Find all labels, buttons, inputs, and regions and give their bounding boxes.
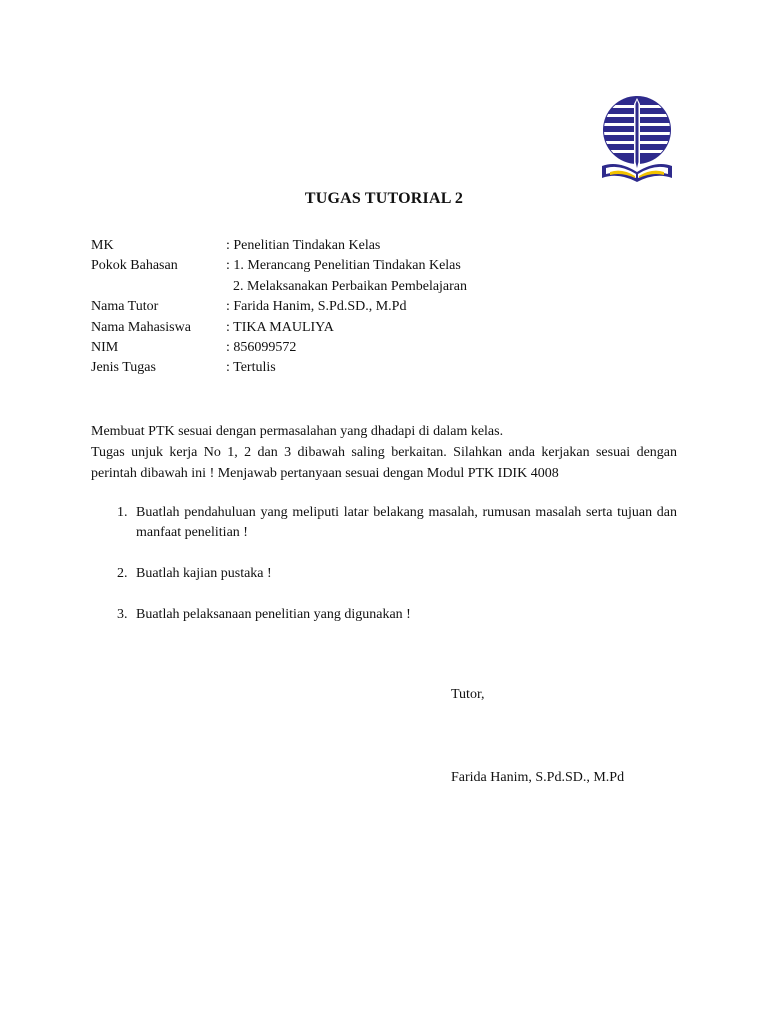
task-text: Buatlah pelaksanaan penelitian yang digunakan ! <box>136 607 411 622</box>
task-text: Buatlah kajian pustaka ! <box>136 566 272 581</box>
info-row-nama-mahasiswa <box>91 318 467 338</box>
info-label: NIM <box>91 340 119 356</box>
info-value: : Penelitian Tindakan Kelas <box>226 238 381 253</box>
info-value-text: 2. Melaksanakan Perbaikan Pembelajaran <box>233 278 468 294</box>
info-row-pokok-bahasan <box>91 256 467 276</box>
info-label <box>91 277 226 297</box>
signature-role: Tutor, <box>451 687 485 702</box>
info-value <box>226 277 467 297</box>
info-row-nama-tutor <box>91 297 467 317</box>
signature-name: Farida Hanim, S.Pd.SD., M.Pd <box>451 770 625 785</box>
info-row-pokok-bahasan-cont <box>91 277 467 297</box>
info-label: Nama Tutor <box>91 299 159 315</box>
info-row-mk <box>91 236 467 256</box>
info-label: Jenis Tugas <box>91 360 156 376</box>
task-item-3 <box>91 605 677 625</box>
info-label: Pokok Bahasan <box>91 258 178 274</box>
info-value: : Tertulis <box>226 360 276 376</box>
info-row-jenis-tugas <box>91 358 467 378</box>
intro-paragraph <box>91 421 677 484</box>
info-value: : 1. Merancang Penelitian Tindakan Kelas <box>226 258 461 274</box>
task-item-2 <box>91 564 677 584</box>
info-value: : Farida Hanim, S.Pd.SD., M.Pd <box>226 299 407 315</box>
info-row-nim <box>91 338 467 358</box>
document-title: TUGAS TUTORIAL 2 <box>304 190 464 207</box>
info-value: : 856099572 <box>226 340 297 356</box>
task-number: 2. <box>117 566 128 581</box>
intro-line-1: Membuat PTK sesuai dengan permasalahan yang dhadapi di dalam kelas. <box>91 424 504 439</box>
task-number: 3. <box>117 607 128 622</box>
task-text: Buatlah pendahuluan yang meliputi latar belakang masalah, rumusan masalah serta tujuan dan manfaat penelitian ! <box>136 505 677 540</box>
task-item-1 <box>91 503 677 543</box>
info-label: Nama Mahasiswa <box>91 319 191 335</box>
info-value: : TIKA MAULIYA <box>226 319 334 335</box>
info-label: MK <box>91 238 114 253</box>
task-number: 1. <box>117 505 128 520</box>
university-emblem-icon <box>598 92 676 184</box>
info-table <box>91 236 467 379</box>
intro-line-2: Tugas unjuk kerja No 1, 2 dan 3 dibawah saling berkaitan. Silahkan anda kerjakan sesuai dengan perintah dibawah ini ! Menjawab pertanyaan sesuai dengan Modul PTK IDIK 4008 <box>91 445 677 481</box>
